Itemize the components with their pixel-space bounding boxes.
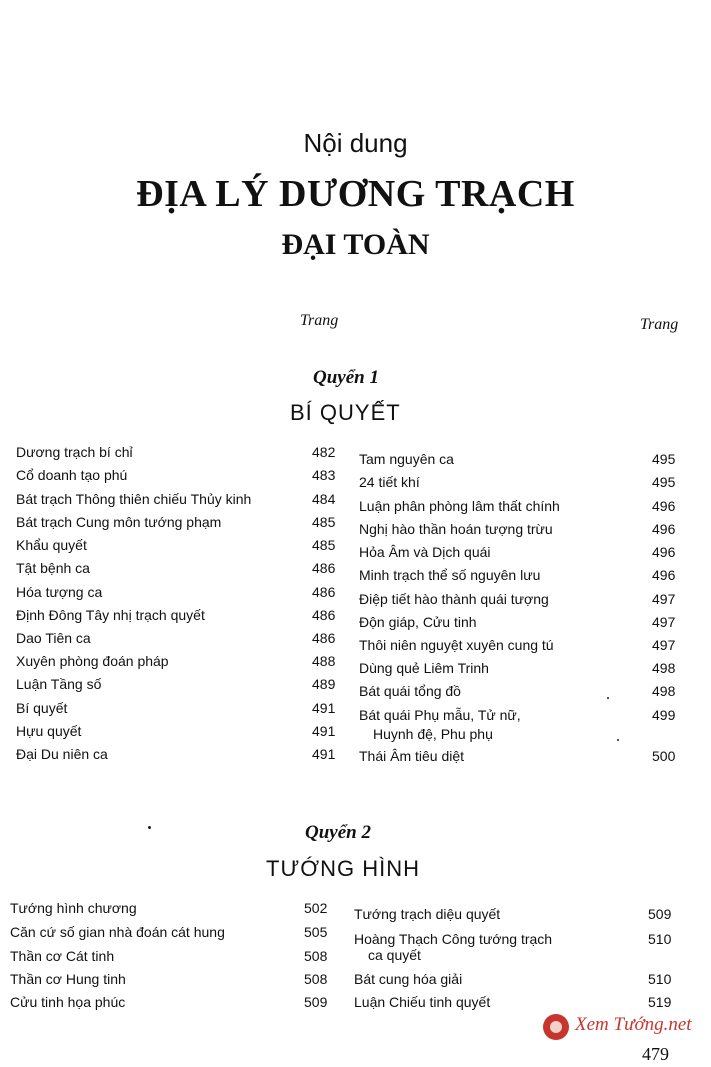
book-title: ĐỊA LÝ DƯƠNG TRẠCH xyxy=(136,173,575,215)
toc-entry-page: 491 xyxy=(312,723,336,739)
toc-entry xyxy=(16,746,352,766)
speck xyxy=(148,826,151,829)
toc-entry-title: Thái Âm tiêu diệt xyxy=(359,748,465,764)
toc-entry xyxy=(10,924,344,944)
toc-entry-title: Nghị hào thần hoán tượng trừu xyxy=(359,521,553,537)
page-column-label-left: Trang xyxy=(300,312,339,329)
toc-entry-page: 489 xyxy=(312,676,336,692)
toc-entry-page: 488 xyxy=(312,653,336,669)
toc-entry-title: Huynh đệ, Phu phụ xyxy=(373,726,493,742)
toc-entry xyxy=(354,947,688,967)
toc-entry xyxy=(359,521,692,541)
toc-entry xyxy=(10,948,344,968)
toc-entry xyxy=(359,748,692,768)
toc-entry xyxy=(16,607,352,627)
toc-entry-page: 486 xyxy=(312,630,336,646)
toc-entry-page: 495 xyxy=(652,474,676,490)
toc-entry-page: 509 xyxy=(648,906,672,922)
toc-entry-page: 502 xyxy=(304,900,328,916)
toc-entry-page: 519 xyxy=(648,994,672,1010)
toc-entry-page: 505 xyxy=(304,924,328,940)
toc-entry xyxy=(16,584,352,604)
toc-entry-title: Đại Du niên ca xyxy=(16,746,108,762)
toc-entry-title: Tướng trạch diệu quyết xyxy=(354,906,501,922)
toc-entry-page: 495 xyxy=(652,451,676,467)
toc-entry-page: 497 xyxy=(652,591,676,607)
toc-entry xyxy=(16,630,352,650)
section-1-heading: BÍ QUYẾT xyxy=(290,400,401,425)
toc-entry xyxy=(359,637,692,657)
toc-entry-title: Thần cơ Cát tinh xyxy=(10,948,115,964)
toc-entry-title: Tam nguyên ca xyxy=(359,451,454,467)
toc-entry xyxy=(16,491,352,511)
toc-entry xyxy=(16,514,352,534)
toc-entry-page: 483 xyxy=(312,467,336,483)
toc-entry-page: 496 xyxy=(652,544,676,560)
toc-entry xyxy=(359,474,692,494)
toc-entry xyxy=(16,537,352,557)
toc-entry-title: Hựu quyết xyxy=(16,723,82,739)
toc-entry xyxy=(359,660,692,680)
toc-entry-page: 486 xyxy=(312,584,336,600)
toc-entry-page: 510 xyxy=(648,971,672,987)
toc-entry xyxy=(359,707,692,727)
speck xyxy=(617,739,619,741)
yin-yang-icon xyxy=(543,1014,569,1040)
toc-entry-title: Bát quái tổng đồ xyxy=(359,683,461,699)
toc-entry xyxy=(16,653,352,673)
toc-entry-title: Xuyên phòng đoán pháp xyxy=(16,653,169,669)
toc-entry xyxy=(10,900,344,920)
toc-entry xyxy=(16,560,352,580)
toc-entry-title: 24 tiết khí xyxy=(359,474,420,490)
toc-heading: Nội dung xyxy=(303,128,408,158)
toc-entry-title: Căn cứ số gian nhà đoán cát hung xyxy=(10,924,225,940)
toc-entry xyxy=(10,971,344,991)
toc-entry-title: Luận Chiếu tinh quyết xyxy=(354,994,491,1010)
toc-entry xyxy=(354,906,688,926)
toc-entry xyxy=(16,723,352,743)
toc-entry-page: 484 xyxy=(312,491,336,507)
toc-entry-page: 485 xyxy=(312,537,336,553)
toc-entry-page: 491 xyxy=(312,700,336,716)
toc-entry-title: Bát quái Phụ mẫu, Tử nữ, xyxy=(359,707,521,723)
toc-entry-title: Thần cơ Hung tinh xyxy=(10,971,126,987)
toc-entry-page: 498 xyxy=(652,660,676,676)
page-column-label-right: Trang xyxy=(640,316,679,333)
toc-entry xyxy=(359,683,692,703)
toc-entry-title: Hỏa Âm và Dịch quái xyxy=(359,544,491,560)
toc-entry-title: Bát cung hóa giải xyxy=(354,971,463,987)
toc-entry-page: 497 xyxy=(652,614,676,630)
section-2-heading: TƯỚNG HÌNH xyxy=(266,856,420,881)
toc-entry-title: Hoàng Thạch Công tướng trạch xyxy=(354,931,553,947)
book-subtitle: ĐẠI TOÀN xyxy=(281,228,430,261)
toc-entry-page: 508 xyxy=(304,971,328,987)
toc-entry-page: 496 xyxy=(652,521,676,537)
page-number: 479 xyxy=(642,1044,669,1064)
toc-entry xyxy=(359,726,692,746)
toc-entry-title: Dùng quẻ Liêm Trinh xyxy=(359,660,489,676)
toc-entry-page: 498 xyxy=(652,683,676,699)
toc-entry-title: Bát trạch Cung môn tướng phạm xyxy=(16,514,222,530)
toc-entry-title: Luận Tầng số xyxy=(16,676,102,692)
toc-entry-page: 482 xyxy=(312,444,336,460)
watermark-logo xyxy=(543,1010,708,1050)
toc-entry-title: Tật bệnh ca xyxy=(16,560,90,576)
speck xyxy=(607,697,609,699)
toc-entry-title: ca quyết xyxy=(368,947,421,963)
toc-entry-title: Dương trạch bí chỉ xyxy=(16,444,133,460)
toc-entry-page: 497 xyxy=(652,637,676,653)
toc-entry xyxy=(354,971,688,991)
toc-entry-title: Luận phân phòng lâm thất chính xyxy=(359,498,560,514)
toc-entry-title: Cửu tinh họa phúc xyxy=(10,994,126,1010)
toc-entry-page: 491 xyxy=(312,746,336,762)
volume-1-heading: Quyển 1 xyxy=(313,367,379,388)
toc-entry-title: Định Đông Tây nhị trạch quyết xyxy=(16,607,205,623)
toc-entry-page: 485 xyxy=(312,514,336,530)
toc-entry-title: Hóa tượng ca xyxy=(16,584,103,600)
toc-entry xyxy=(359,544,692,564)
toc-entry-page: 509 xyxy=(304,994,328,1010)
toc-entry-page: 500 xyxy=(652,748,676,764)
toc-entry-title: Minh trạch thể số nguyên lưu xyxy=(359,567,541,583)
toc-entry-page: 499 xyxy=(652,707,676,723)
toc-entry-title: Cổ doanh tạo phú xyxy=(16,467,128,483)
toc-entry xyxy=(359,498,692,518)
toc-entry-title: Khẩu quyết xyxy=(16,537,87,553)
toc-entry-title: Độn giáp, Cửu tinh xyxy=(359,614,477,630)
toc-entry-title: Điệp tiết hào thành quái tượng xyxy=(359,591,549,607)
toc-entry-page: 486 xyxy=(312,607,336,623)
volume-2-heading: Quyển 2 xyxy=(305,822,371,843)
toc-entry-page: 496 xyxy=(652,567,676,583)
toc-entry-title: Bát trạch Thông thiên chiếu Thủy kinh xyxy=(16,491,252,507)
toc-entry xyxy=(16,700,352,720)
toc-entry-title: Tướng hình chương xyxy=(10,900,137,916)
toc-entry-page: 496 xyxy=(652,498,676,514)
toc-entry-page: 508 xyxy=(304,948,328,964)
toc-entry xyxy=(359,567,692,587)
toc-entry xyxy=(10,994,344,1014)
toc-entry xyxy=(16,467,352,487)
toc-entry-title: Bí quyết xyxy=(16,700,68,716)
watermark-text: Xem Tướng.net xyxy=(575,1014,692,1035)
toc-entry xyxy=(359,451,692,471)
toc-entry-title: Thôi niên nguyệt xuyên cung tú xyxy=(359,637,554,653)
toc-entry-title: Dao Tiên ca xyxy=(16,630,91,646)
toc-entry xyxy=(16,676,352,696)
toc-entry xyxy=(359,591,692,611)
toc-entry-page: 510 xyxy=(648,931,672,947)
toc-entry xyxy=(359,614,692,634)
toc-entry xyxy=(16,444,352,464)
toc-entry-page: 486 xyxy=(312,560,336,576)
